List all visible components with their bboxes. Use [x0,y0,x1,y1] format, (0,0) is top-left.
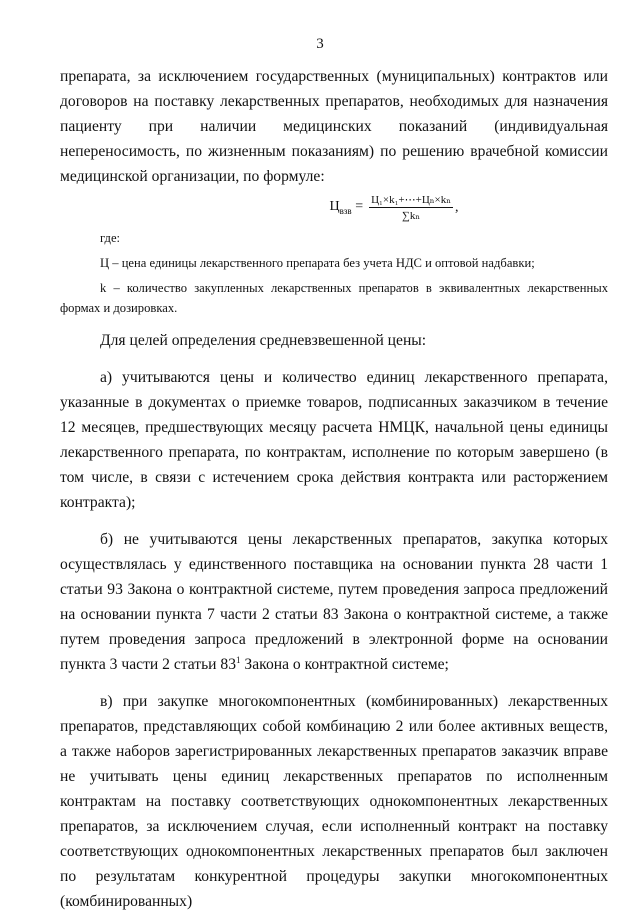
where-label: где: [100,231,121,245]
intro-paragraph: препарата, за исключением государственных (муниципальных) контрактов или договоров на поставку лекарственных препаратов, необходимых для назначения пациенту при наличии медицинских показаний (индивидуальная непереносимость, по жизненным показаниям) по решению врачебной комиссии медицинской организации, по формуле: [60,68,608,185]
item-b [60,527,608,677]
formula-lhs-subscript: взв [339,205,352,216]
formula-lhs-symbol: Ц [329,199,340,215]
formula-denominator: ∑kₙ [401,210,421,222]
item-c: в) при закупке многокомпонентных (комбинированных) лекарственных препаратов, представляющих собой комбинацию 2 или более активных веществ, а также наборов зарегистрированных лекарственных препаратов заказчик вправе не учитывать цены единиц лекарственных препаратов по исполненным контрактам на поставку соответствующих однокомпонентных лекарственных препаратов, за исключением случая, если исполненный контракт на поставку соответствующих однокомпонентных лекарственных препаратов был заключен по результатам конкурентной процедуры закупки многокомпонентных (комбинированных) [60,693,608,910]
purpose-line: Для целей определения средневзвешенной цены: [100,332,427,349]
item-b-main: б) не учитываются цены лекарственных препаратов, закупка которых осуществлялась у единственного поставщика на основании пункта 28 части 1 статьи 93 Закона о контрактной системе, путем проведения запроса предложений на основании пункта 7 части 2 статьи 83 Закона о контрактной системе, а также путем проведения запроса предложений в электронной форме на основании пункта 3 части 2 статьи 83 [60,531,608,673]
weighted-price-formula [180,193,608,222]
page-number: 3 [316,36,324,52]
item-b-end: Закона о контрактной системе; [240,656,449,673]
formula-numerator: Ц₁×k₁+⋯+Цₙ×kₙ [371,194,451,206]
item-a: а) учитываются цены и количество единиц лекарственного препарата, указанные в документах о приемке товаров, подписанных заказчиком в течение 12 месяцев, предшествующих месяцу расчета НМЦК, начальной цены единицы лекарственного препарата, по контрактам, исполнение по которым завершено (в том числе, в связи с истечением срока действия контракта или расторжением контракта); [60,369,608,511]
formula-equals: = [355,199,364,215]
item-b-superscript: 1 [236,654,241,665]
definition-quantity: k – количество закупленных лекарственных препаратов в эквивалентных лекарственных формах и дозировках. [60,281,608,315]
definition-price: Ц – цена единицы лекарственного препарата без учета НДС и оптовой надбавки; [100,256,535,270]
formula-trailing: , [454,199,459,215]
document-body [60,64,608,914]
formula-fraction [369,193,453,222]
formula-lhs [330,199,364,216]
